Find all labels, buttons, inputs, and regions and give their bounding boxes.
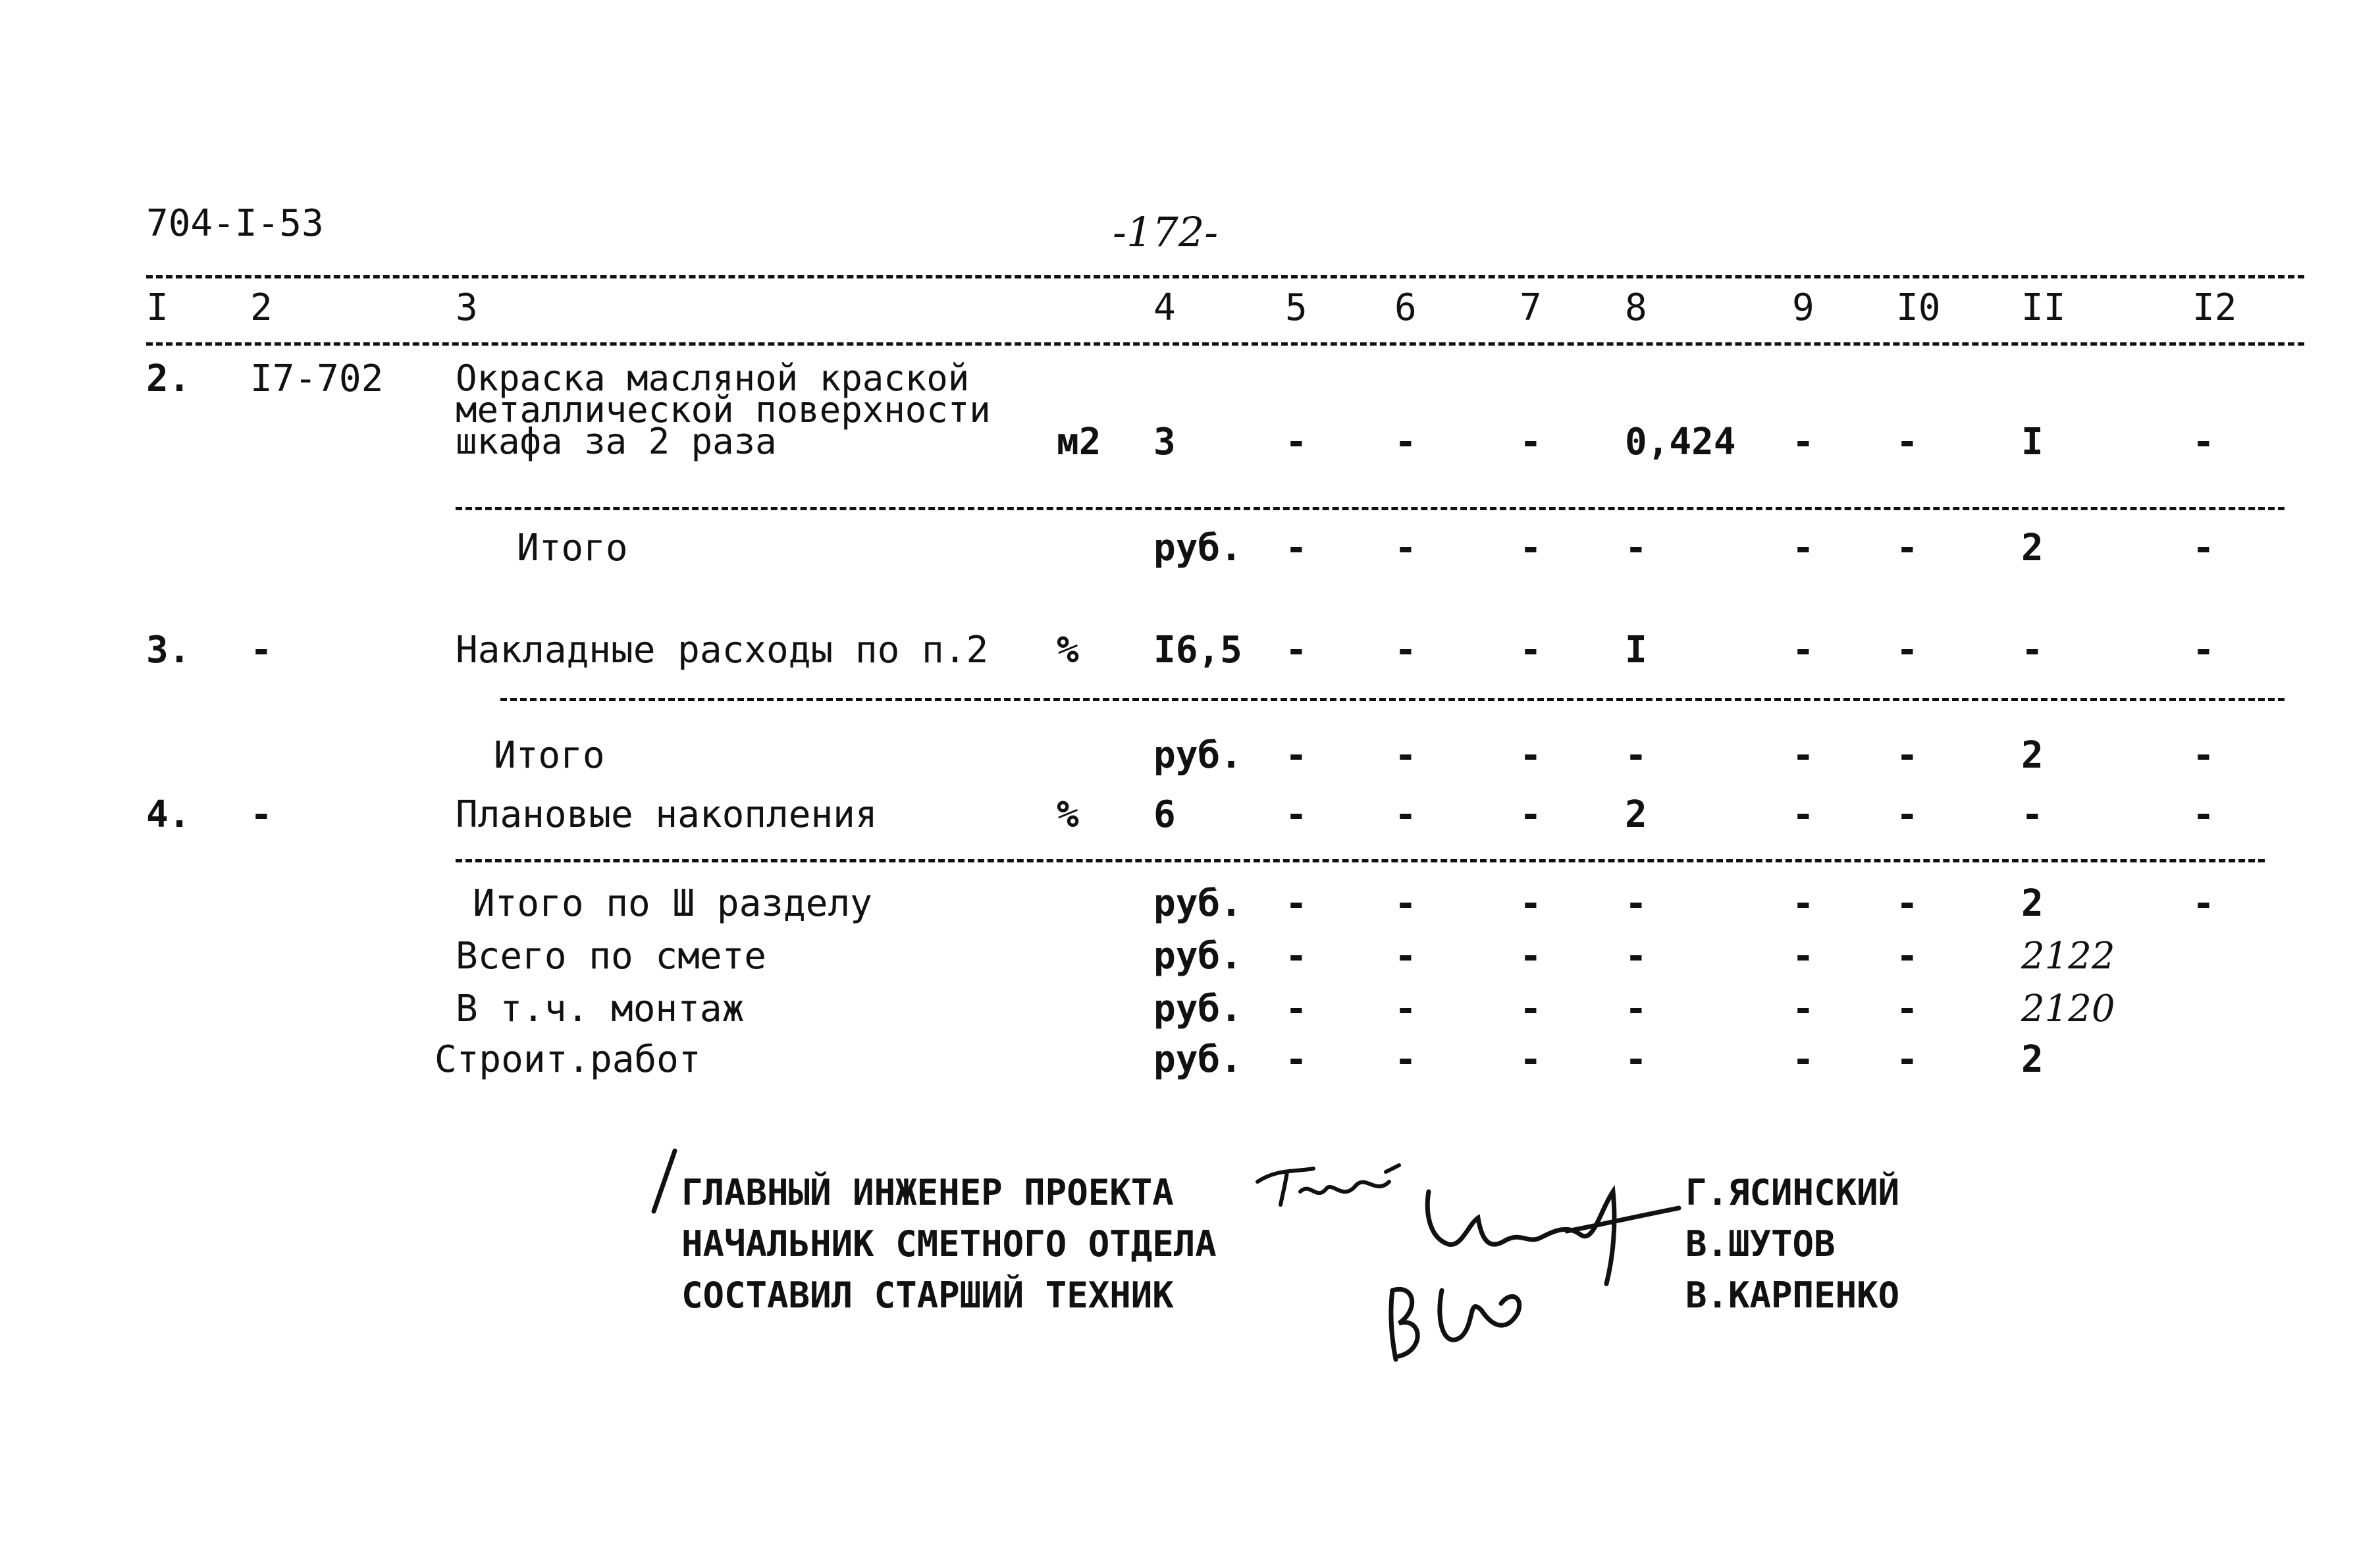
row-cell-c8: 0,424 (1625, 421, 1736, 463)
row-cell-c10: - (1896, 629, 1918, 672)
row-cell-c12: - (2192, 629, 2215, 672)
row-cell-c4: руб. (1153, 734, 1242, 777)
row-cell-c11: 2 (2021, 734, 2044, 777)
row-number: 2. (146, 357, 191, 400)
row-cell-c9: - (1792, 882, 1814, 925)
row-description: В т.ч. монтаж (456, 988, 745, 1030)
row-cell-c10: - (1896, 734, 1918, 777)
row-cell-c10: - (1896, 882, 1918, 925)
row-cell-c7: - (1520, 1038, 1542, 1081)
page-number: -172- (1113, 208, 1219, 256)
signatory-name: В.ШУТОВ (1685, 1223, 1836, 1265)
row-cell-c12: - (2192, 882, 2215, 925)
row-cell-c9: - (1792, 527, 1814, 569)
row-cell-c6: - (1394, 935, 1417, 978)
row-cell-c9: - (1792, 935, 1814, 978)
row-cell-c4: I6,5 (1153, 629, 1242, 672)
signatory-title: СОСТАВИЛ СТАРШИЙ ТЕХНИК (681, 1275, 1174, 1316)
row-cell-c4: руб. (1153, 527, 1242, 569)
column-header: 6 (1394, 286, 1417, 329)
row-cell-c8: - (1625, 988, 1647, 1030)
row-cell-c12: - (2192, 421, 2215, 463)
row-cell-c7: - (1520, 882, 1542, 925)
column-header: I2 (2192, 286, 2237, 329)
row-cell-c9: - (1792, 734, 1814, 777)
dashed-rule (456, 859, 2265, 862)
row-cell-c5: - (1285, 1038, 1308, 1081)
row-cell-c6: - (1394, 1038, 1417, 1081)
signatory-name: В.КАРПЕНКО (1685, 1275, 1900, 1316)
row-cell-c10: - (1896, 1038, 1918, 1081)
row-cell-c7: - (1520, 629, 1542, 672)
row-cell-c10: - (1896, 527, 1918, 569)
dashed-rule (146, 342, 2304, 346)
row-cell-c11: 2122 (2021, 935, 2115, 978)
dashed-rule (500, 698, 2285, 701)
row-cell-c5: - (1285, 527, 1308, 569)
row-unit: м2 (1057, 421, 1101, 463)
row-description: Плановые накопления (456, 793, 878, 836)
row-cell-c7: - (1520, 988, 1542, 1030)
row-cell-c7: - (1520, 734, 1542, 777)
row-cell-c9: - (1792, 793, 1814, 836)
row-cell-c6: - (1394, 629, 1417, 672)
row-cell-c10: - (1896, 421, 1918, 463)
column-header: II (2021, 286, 2066, 329)
pen-stroke-mark (648, 1146, 681, 1218)
row-cell-c6: - (1394, 734, 1417, 777)
row-cell-c5: - (1285, 935, 1308, 978)
column-header: 2 (250, 286, 273, 329)
row-description: Итого (494, 734, 605, 777)
row-cell-c10: - (1896, 935, 1918, 978)
row-code: - (250, 793, 273, 836)
row-cell-c5: - (1285, 421, 1308, 463)
row-description: Строит.работ (435, 1038, 701, 1081)
row-cell-c7: - (1520, 935, 1542, 978)
row-cell-c8: - (1625, 734, 1647, 777)
row-cell-c7: - (1520, 793, 1542, 836)
row-cell-c8: - (1625, 527, 1647, 569)
row-cell-c4: руб. (1153, 935, 1242, 978)
row-description: металлической поверхности (456, 389, 991, 431)
row-unit: % (1057, 793, 1079, 836)
row-cell-c9: - (1792, 629, 1814, 672)
row-cell-c9: - (1792, 421, 1814, 463)
column-header: 9 (1792, 286, 1814, 329)
row-cell-c7: - (1520, 421, 1542, 463)
row-cell-c10: - (1896, 793, 1918, 836)
row-cell-c8: I (1625, 629, 1647, 672)
signatory-title: НАЧАЛЬНИК СМЕТНОГО ОТДЕЛА (681, 1223, 1217, 1265)
row-cell-c12: - (2192, 734, 2215, 777)
column-header: I (146, 286, 169, 329)
row-cell-c11: 2120 (2021, 988, 2115, 1030)
row-description: Накладные расходы по п.2 (456, 629, 989, 672)
column-header: I0 (1896, 286, 1941, 329)
row-cell-c5: - (1285, 793, 1308, 836)
row-cell-c5: - (1285, 988, 1308, 1030)
dashed-rule (146, 275, 2304, 278)
row-cell-c11: 2 (2021, 527, 2044, 569)
row-description: Окраска масляной краской (456, 357, 970, 399)
column-header: 4 (1153, 286, 1176, 329)
column-header: 7 (1520, 286, 1542, 329)
row-cell-c6: - (1394, 527, 1417, 569)
row-number: 4. (146, 793, 191, 836)
handwritten-signature-3 (1383, 1251, 1554, 1369)
row-cell-c8: - (1625, 935, 1647, 978)
row-cell-c11: - (2021, 793, 2044, 836)
row-cell-c6: - (1394, 421, 1417, 463)
row-cell-c8: - (1625, 882, 1647, 925)
row-cell-c4: 3 (1153, 421, 1176, 463)
row-cell-c6: - (1394, 793, 1417, 836)
column-header: 3 (456, 286, 478, 329)
row-cell-c8: - (1625, 1038, 1647, 1081)
row-description: Всего по смете (456, 935, 767, 978)
row-number: 3. (146, 629, 191, 672)
signatory-title: ГЛАВНЫЙ ИНЖЕНЕР ПРОЕКТА (681, 1172, 1174, 1213)
row-code: I7-702 (250, 357, 384, 400)
row-cell-c6: - (1394, 882, 1417, 925)
column-header: 8 (1625, 286, 1647, 329)
row-cell-c5: - (1285, 734, 1308, 777)
row-description: шкафа за 2 раза (456, 421, 777, 462)
document-code: 704-I-53 (146, 202, 324, 245)
row-cell-c9: - (1792, 1038, 1814, 1081)
row-unit: % (1057, 629, 1079, 672)
row-cell-c4: руб. (1153, 882, 1242, 925)
row-cell-c5: - (1285, 882, 1308, 925)
row-cell-c11: 2 (2021, 882, 2044, 925)
row-description: Итого по Ш разделу (473, 882, 872, 925)
row-cell-c10: - (1896, 988, 1918, 1030)
row-cell-c6: - (1394, 988, 1417, 1030)
row-cell-c12: - (2192, 527, 2215, 569)
handwritten-signature-1 (1251, 1155, 1429, 1228)
row-cell-c4: 6 (1153, 793, 1176, 836)
signatory-name: Г.ЯСИНСКИЙ (1685, 1172, 1900, 1213)
row-cell-c12: - (2192, 793, 2215, 836)
row-cell-c11: 2 (2021, 1038, 2044, 1081)
row-cell-c11: I (2021, 421, 2044, 463)
row-cell-c5: - (1285, 629, 1308, 672)
row-cell-c7: - (1520, 527, 1542, 569)
dashed-rule (456, 507, 2285, 510)
row-cell-c8: 2 (1625, 793, 1647, 836)
row-cell-c9: - (1792, 988, 1814, 1030)
row-cell-c4: руб. (1153, 1038, 1242, 1081)
row-cell-c11: - (2021, 629, 2044, 672)
column-header: 5 (1285, 286, 1308, 329)
row-description: Итого (517, 527, 628, 569)
row-code: - (250, 629, 273, 672)
row-cell-c4: руб. (1153, 988, 1242, 1030)
